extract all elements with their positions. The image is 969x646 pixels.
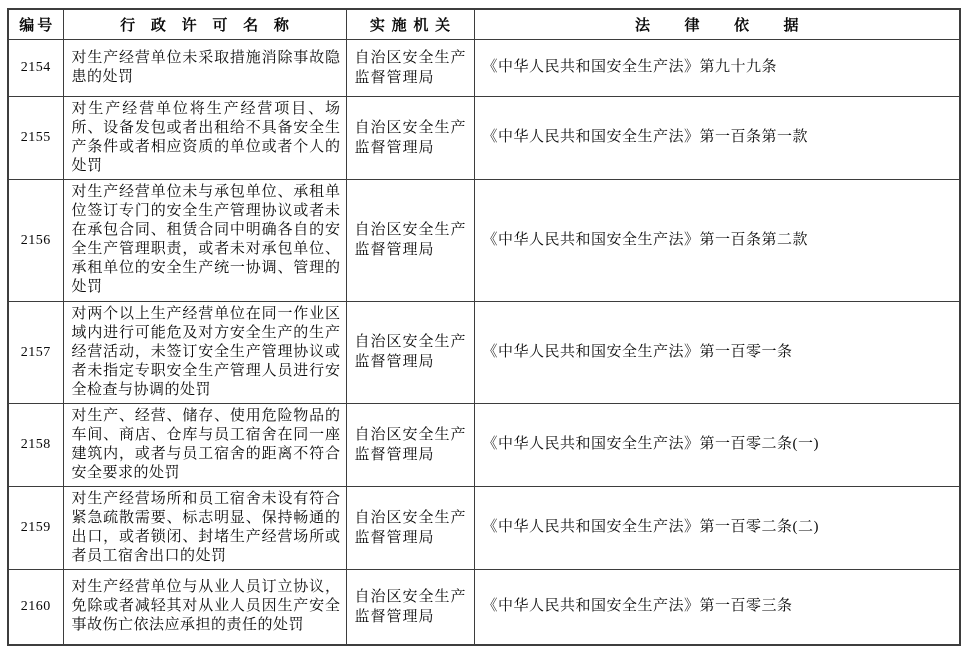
row-id-cell: 2157 — [8, 301, 63, 403]
header-legal-basis: 法律依据 — [474, 9, 960, 39]
table-row — [8, 301, 960, 403]
row-permit-name-cell: 对生产经营单位将生产经营项目、场所、设备发包或者出租给不具备安全生产条件或者相应资质的单位或者个人的处罚 — [63, 96, 346, 179]
table-row — [8, 403, 960, 486]
row-permit-name-cell: 对生产经营场所和员工宿舍未设有符合紧急疏散需要、标志明显、保持畅通的出口，或者锁闭、封堵生产经营场所或者员工宿舍出口的处罚 — [63, 486, 346, 569]
row-agency-cell: 自治区安全生产监督管理局 — [346, 179, 474, 301]
row-permit-name-cell: 对生产经营单位未采取措施消除事故隐患的处罚 — [63, 39, 346, 96]
table-row — [8, 39, 960, 96]
administrative-permit-table — [7, 8, 961, 646]
table-row — [8, 179, 960, 301]
row-legal-basis-cell: 《中华人民共和国安全生产法》第一百零二条(二) — [474, 486, 960, 569]
row-agency-cell: 自治区安全生产监督管理局 — [346, 301, 474, 403]
row-agency-cell: 自治区安全生产监督管理局 — [346, 486, 474, 569]
row-agency-cell: 自治区安全生产监督管理局 — [346, 96, 474, 179]
row-agency-cell: 自治区安全生产监督管理局 — [346, 39, 474, 96]
row-permit-name-cell: 对生产经营单位未与承包单位、承租单位签订专门的安全生产管理协议或者未在承包合同、租赁合同中明确各自的安全生产管理职责，或者未对承包单位、承租单位的安全生产统一协调、管理的处罚 — [63, 179, 346, 301]
row-id-cell: 2159 — [8, 486, 63, 569]
document-page — [7, 8, 959, 646]
header-permit-name: 行政许可名称 — [63, 9, 346, 39]
row-id-cell: 2155 — [8, 96, 63, 179]
row-agency-cell: 自治区安全生产监督管理局 — [346, 569, 474, 645]
row-id-cell: 2158 — [8, 403, 63, 486]
row-id-cell: 2160 — [8, 569, 63, 645]
row-id-cell: 2154 — [8, 39, 63, 96]
row-id-cell: 2156 — [8, 179, 63, 301]
header-row — [8, 9, 960, 39]
header-id: 编号 — [8, 9, 63, 39]
header-agency: 实施机关 — [346, 9, 474, 39]
row-legal-basis-cell: 《中华人民共和国安全生产法》第一百零二条(一) — [474, 403, 960, 486]
table-row — [8, 569, 960, 645]
row-legal-basis-cell: 《中华人民共和国安全生产法》第一百零三条 — [474, 569, 960, 645]
row-legal-basis-cell: 《中华人民共和国安全生产法》第一百条第一款 — [474, 96, 960, 179]
row-legal-basis-cell: 《中华人民共和国安全生产法》第九十九条 — [474, 39, 960, 96]
row-permit-name-cell: 对生产经营单位与从业人员订立协议，免除或者减轻其对从业人员因生产安全事故伤亡依法应承担的责任的处罚 — [63, 569, 346, 645]
row-permit-name-cell: 对生产、经营、储存、使用危险物品的车间、商店、仓库与员工宿舍在同一座建筑内，或者与员工宿舍的距离不符合安全要求的处罚 — [63, 403, 346, 486]
row-legal-basis-cell: 《中华人民共和国安全生产法》第一百条第二款 — [474, 179, 960, 301]
table-row — [8, 486, 960, 569]
table-body — [8, 39, 960, 645]
row-legal-basis-cell: 《中华人民共和国安全生产法》第一百零一条 — [474, 301, 960, 403]
row-agency-cell: 自治区安全生产监督管理局 — [346, 403, 474, 486]
table-row — [8, 96, 960, 179]
row-permit-name-cell: 对两个以上生产经营单位在同一作业区域内进行可能危及对方安全生产的生产经营活动，未签订安全生产管理协议或者未指定专职安全生产管理人员进行安全检查与协调的处罚 — [63, 301, 346, 403]
